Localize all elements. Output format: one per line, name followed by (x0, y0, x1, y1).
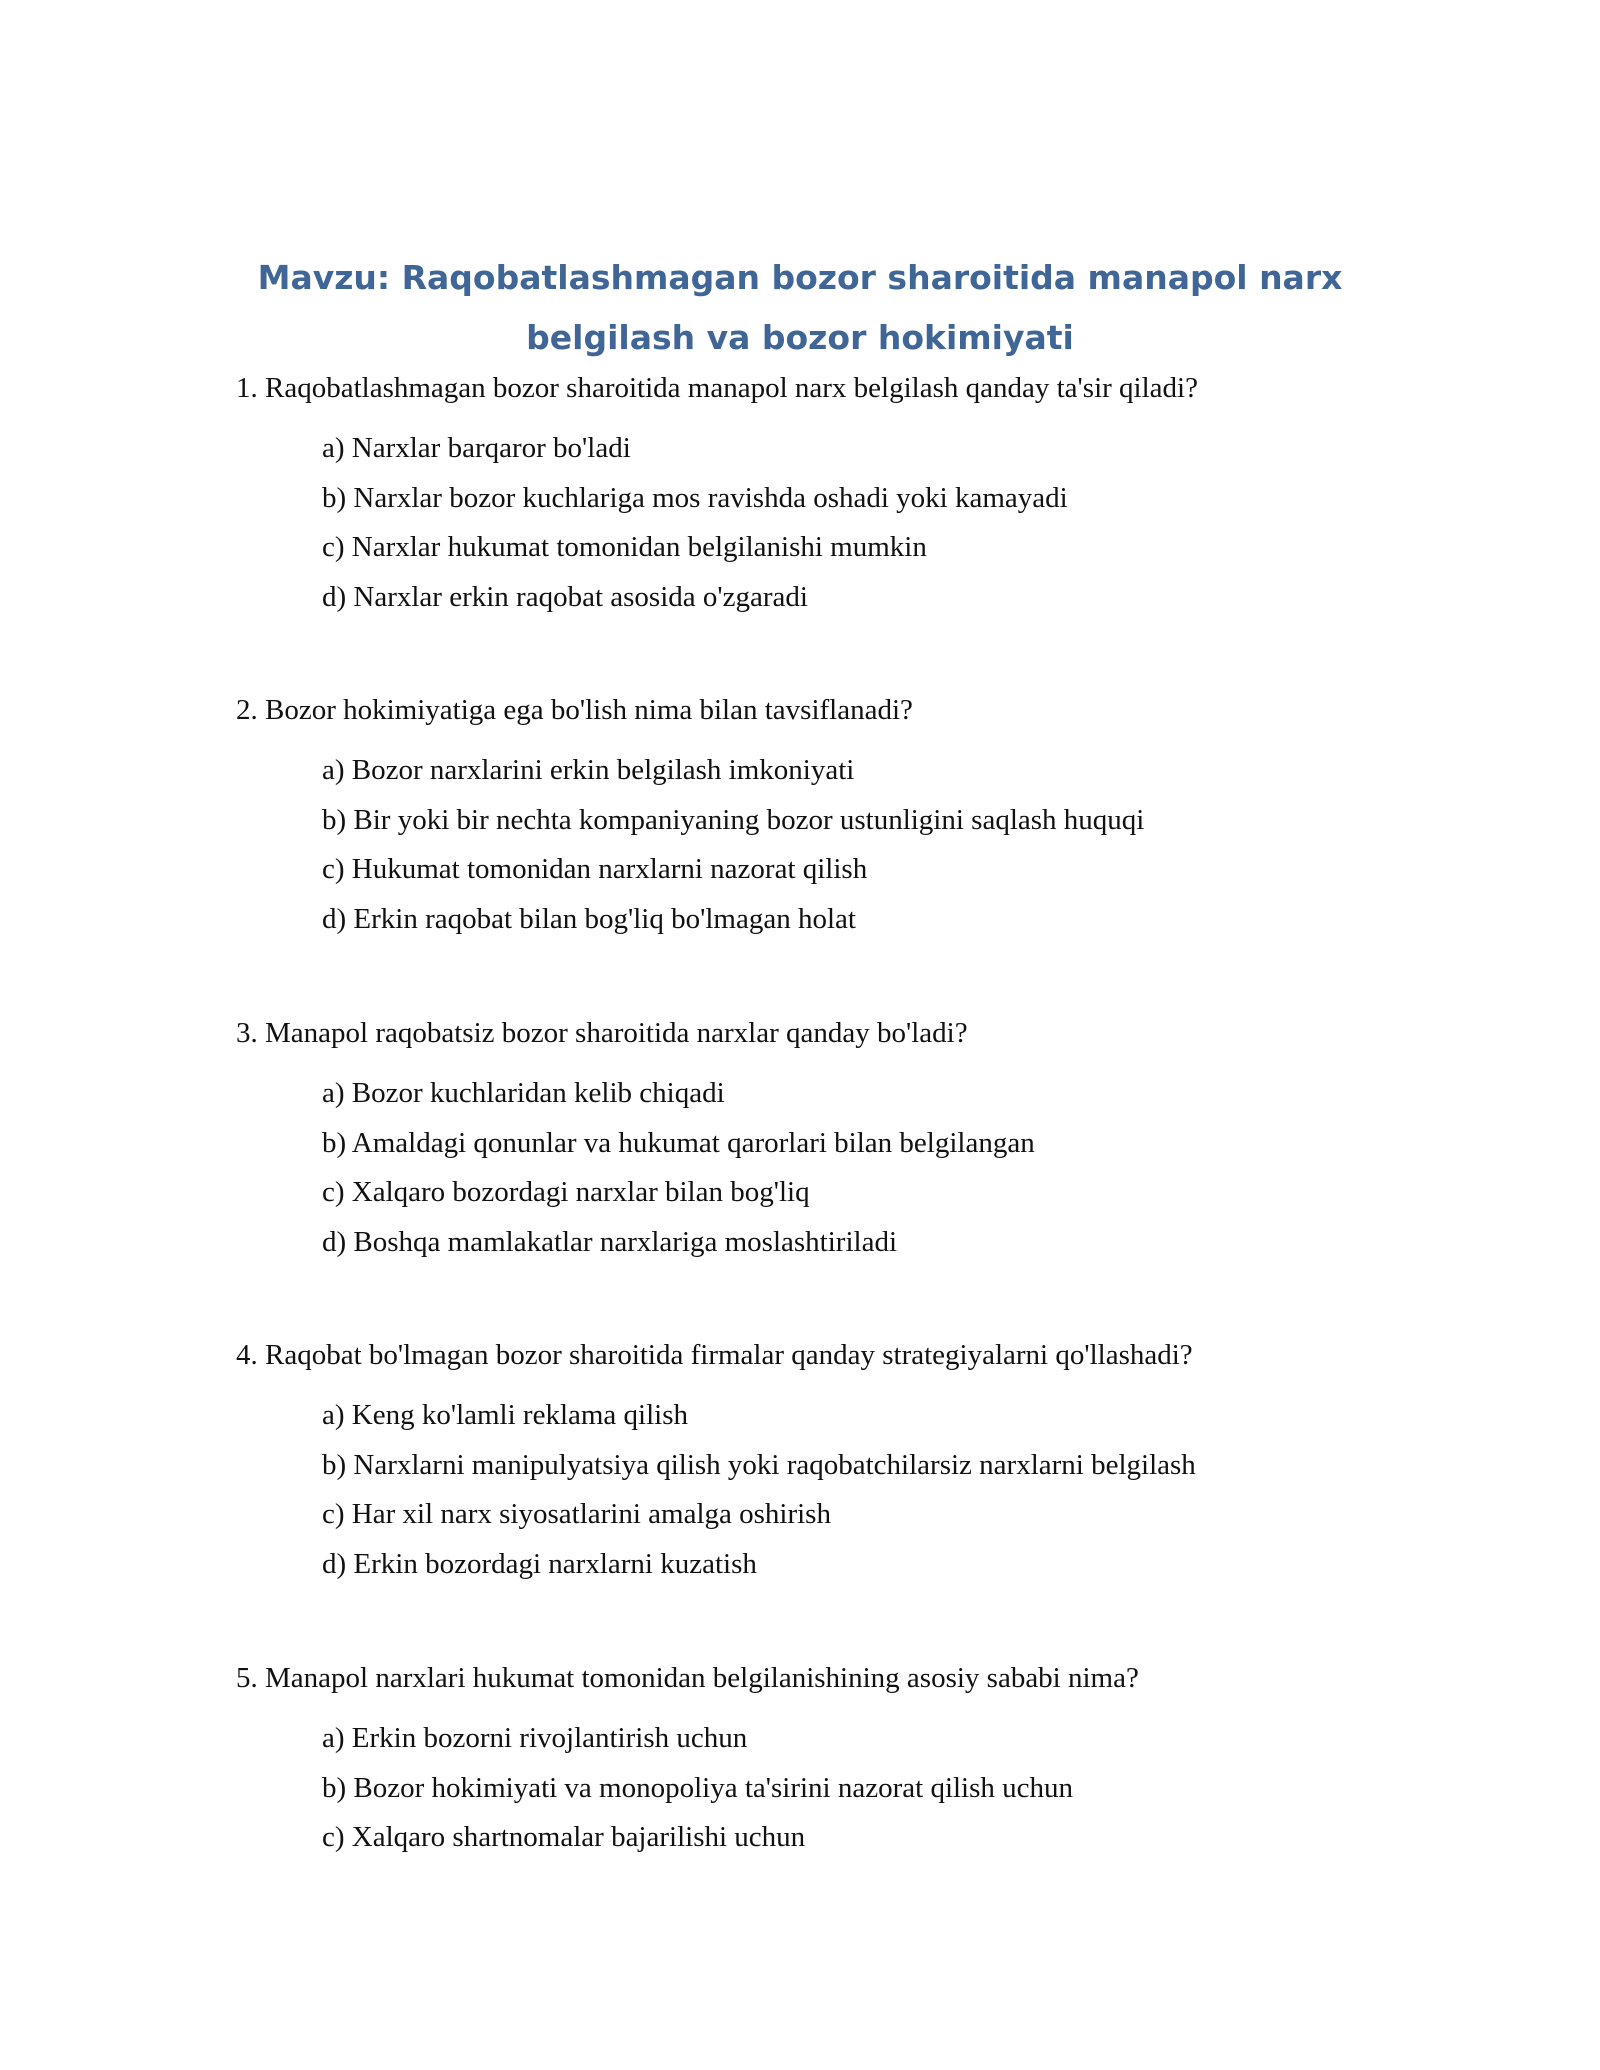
answer-option-d: d) Erkin bozordagi narxlarni kuzatish (322, 1547, 757, 1580)
answer-option-a: a) Erkin bozorni rivojlantirish uchun (322, 1722, 748, 1754)
answer-option-c: c) Xalqaro bozordagi narxlar bilan bog'liq (322, 1176, 810, 1208)
question-text: 2. Bozor hokimiyatiga ega bo'lish nima bilan tavsiflanadi? (236, 694, 913, 726)
answer-option-a: a) Keng ko'lamli reklama qilish (322, 1399, 689, 1431)
page-title-line-2: belgilash va bozor hokimiyati (526, 318, 1074, 357)
answer-option-a: a) Bozor narxlarini erkin belgilash imkoniyati (322, 754, 855, 786)
answer-option-b: b) Bir yoki bir nechta kompaniyaning bozor ustunligini saqlash huquqi (322, 803, 1145, 836)
answer-option-b: b) Narxlarni manipulyatsiya qilish yoki raqobatchilarsiz narxlarni belgilash (322, 1448, 1196, 1481)
page-title-line-1: Mavzu: Raqobatlashmagan bozor sharoitida manapol narx (257, 258, 1343, 297)
answer-option-c: c) Hukumat tomonidan narxlarni nazorat qilish (322, 853, 868, 885)
answer-options (322, 424, 1416, 622)
answer-option-d: d) Boshqa mamlakatlar narxlariga moslashtiriladi (322, 1225, 898, 1258)
answer-option-a: a) Bozor kuchlaridan kelib chiqadi (322, 1077, 725, 1109)
question-2 (236, 692, 1416, 944)
question-4 (236, 1337, 1416, 1589)
question-text: 4. Raqobat bo'lmagan bozor sharoitida firmalar qanday strategiyalarni qo'llashadi? (236, 1339, 1193, 1371)
answer-options (322, 1714, 1416, 1863)
answer-option-c: c) Narxlar hukumat tomonidan belgilanishi mumkin (322, 531, 927, 563)
question-text: 3. Manapol raqobatsiz bozor sharoitida narxlar qanday bo'ladi? (236, 1017, 968, 1049)
question-3 (236, 1015, 1416, 1267)
answer-option-c: c) Har xil narx siyosatlarini amalga oshirish (322, 1498, 831, 1530)
question-5 (236, 1660, 1416, 1863)
question-text: 1. Raqobatlashmagan bozor sharoitida manapol narx belgilash qanday ta'sir qiladi? (236, 372, 1198, 404)
answer-option-b: b) Narxlar bozor kuchlariga mos ravishda oshadi yoki kamayadi (322, 481, 1068, 514)
answer-option-d: d) Narxlar erkin raqobat asosida o'zgaradi (322, 580, 808, 613)
answer-option-b: b) Amaldagi qonunlar va hukumat qarorlari bilan belgilangan (322, 1126, 1035, 1159)
page-title (200, 248, 1400, 368)
answer-option-c: c) Xalqaro shartnomalar bajarilishi uchun (322, 1821, 806, 1853)
answer-options (322, 1391, 1416, 1589)
answer-options (322, 1069, 1416, 1267)
question-1 (236, 370, 1416, 622)
answer-options (322, 746, 1416, 944)
answer-option-b: b) Bozor hokimiyati va monopoliya ta'sirini nazorat qilish uchun (322, 1771, 1074, 1804)
question-text: 5. Manapol narxlari hukumat tomonidan belgilanishining asosiy sababi nima? (236, 1662, 1139, 1694)
answer-option-d: d) Erkin raqobat bilan bog'liq bo'lmagan holat (322, 902, 856, 935)
answer-option-a: a) Narxlar barqaror bo'ladi (322, 432, 631, 464)
